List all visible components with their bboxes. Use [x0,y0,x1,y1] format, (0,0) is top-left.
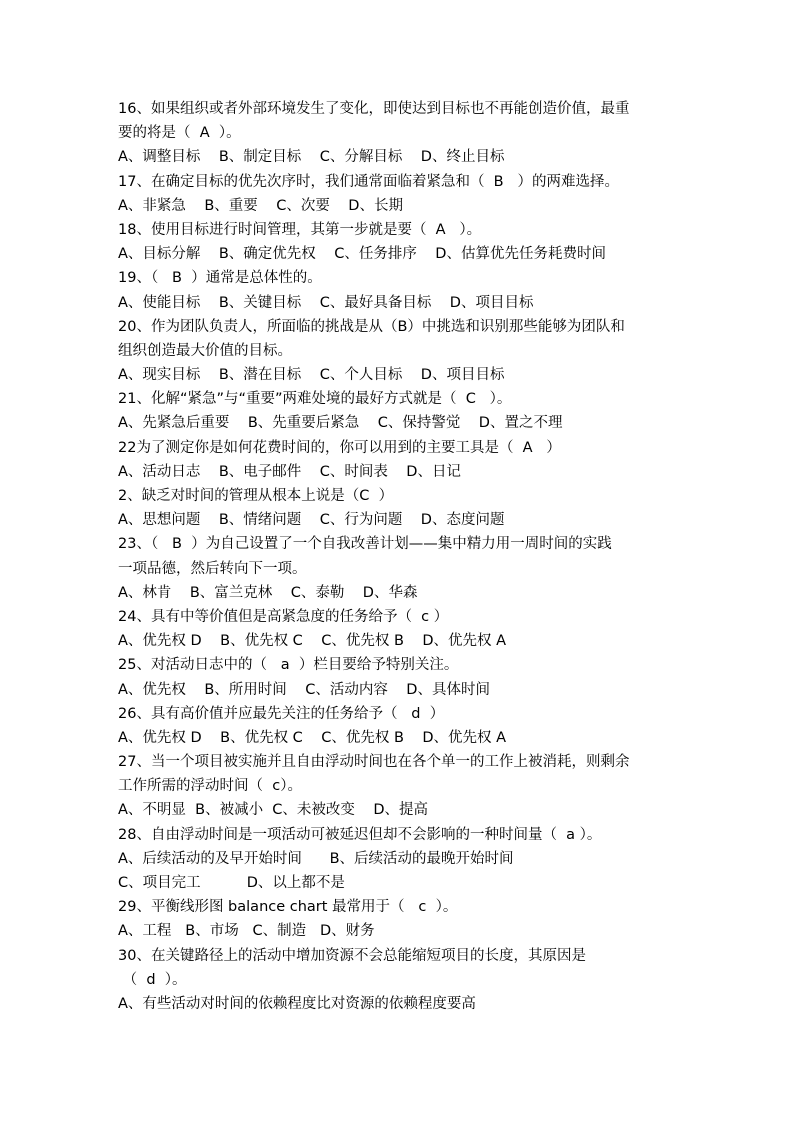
text-line: 2、缺乏对时间的管理从根本上说是（C ） [118,488,394,504]
text-line: A、林肯 B、富兰克林 C、泰勒 D、华森 [118,584,418,601]
text-line: A、调整目标 B、制定目标 C、分解目标 D、终止目标 [118,149,505,166]
text-line: 20、作为团队负责人，所面临的挑战是从（B）中挑选和识别那些能够为团队和 [118,318,625,335]
text-line: 25、对活动日志中的（ a ）栏目要给予特别关注。 [118,657,459,674]
question-text-block [118,97,688,1016]
text-line: A、后续活动的及早开始时间 B、后续活动的最晚开始时间 [118,850,514,867]
text-line: A、先紧急后重要 B、先重要后紧急 C、保持警觉 D、置之不理 [118,415,563,432]
text-line: A、优先权 D B、优先权 C C、优先权 B D、优先权 A [118,633,507,650]
text-line: 22为了测定你是如何花费时间的，你可以用到的主要工具是（ A ） [118,439,561,456]
text-line: 26、具有高价值并应最先关注的任务给予（ d ） [118,705,445,722]
text-line: C、项目完工 D、以上都不是 [118,875,345,891]
text-line: 18、使用目标进行时间管理，其第一步就是要（ A ）。 [118,221,482,238]
text-line: A、非紧急 B、重要 C、次要 D、长期 [118,197,403,214]
text-line: 28、自由浮动时间是一项活动可被延迟但却不会影响的一种时间量（ a ）。 [118,826,602,843]
text-line: 工作所需的浮动时间（ c）。 [118,778,302,795]
text-line: 24、具有中等价值但是高紧急度的任务给予（ c ） [118,608,449,625]
text-line: 16、如果组织或者外部环境发生了变化，即使达到目标也不再能创造价值，最重 [118,101,630,117]
text-line: （ d ）。 [118,971,187,988]
text-line: 30、在关键路径上的活动中增加资源不会总能缩短项目的长度，其原因是 [118,947,586,964]
text-line: A、工程 B、市场 C、制造 D、财务 [118,923,375,940]
text-line: A、优先权 B、所用时间 C、活动内容 D、具体时间 [118,681,490,698]
text-line: 组织创造最大价值的目标。 [118,342,292,359]
text-line: 17、在确定目标的优先次序时，我们通常面临着紧急和（ B ）的两难选择。 [118,173,619,190]
text-line: 29、平衡线形图 balance chart 最常用于（ c ）。 [118,899,458,916]
text-line: 一项品德，然后转向下一项。 [118,560,307,577]
text-line: 23、（ B ）为自己设置了一个自我改善计划——集中精力用一周时间的实践 [118,536,612,553]
text-line: A、使能目标 B、关键目标 C、最好具备目标 D、项目目标 [118,294,534,311]
text-line: A、思想问题 B、情绪问题 C、行为问题 D、态度问题 [118,512,505,529]
text-line: A、现实目标 B、潜在目标 C、个人目标 D、项目目标 [118,367,505,384]
text-line: 要的将是（ A ）。 [118,125,241,142]
text-line: A、目标分解 B、确定优先权 C、任务排序 D、估算优先任务耗费时间 [118,246,606,263]
text-line: 27、当一个项目被实施并且自由浮动时间也在各个单一的工作上被消耗，则剩余 [118,754,630,771]
text-line: 19、（ B ）通常是总体性的。 [118,270,322,287]
text-line: A、不明显 B、被减小 C、未被改变 D、提高 [118,802,429,819]
text-line: 21、化解“紧急”与“重要”两难处境的最好方式就是（ C ）。 [118,391,512,408]
text-line: A、活动日志 B、电子邮件 C、时间表 D、日记 [118,463,461,480]
text-line: A、有些活动对时间的依赖程度比对资源的依赖程度要高 [118,995,476,1012]
text-line: A、优先权 D B、优先权 C C、优先权 B D、优先权 A [118,729,507,746]
